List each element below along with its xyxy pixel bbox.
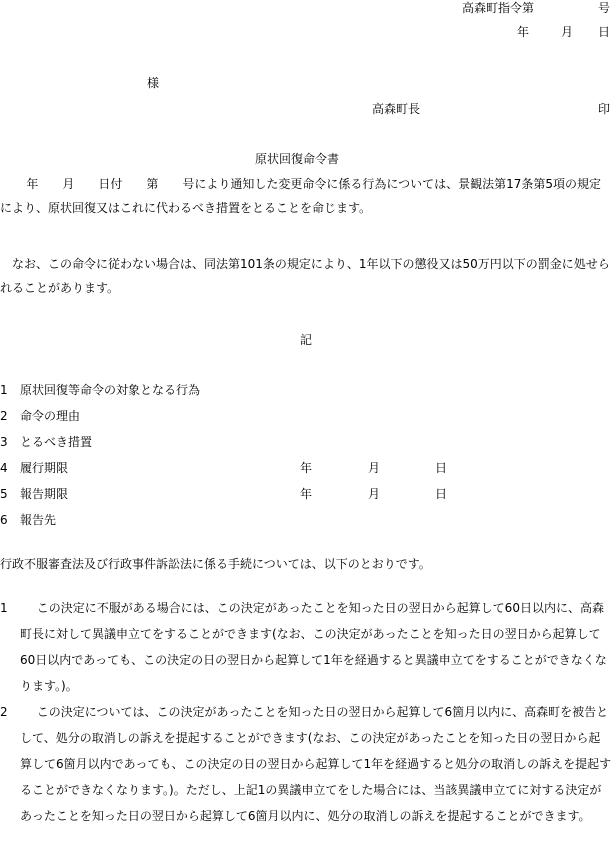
procedure-text: この決定に不服がある場合には、この決定があったことを知った日の翌日から起算して60日以内に、高森町長に対して異議申立てをすることができます(なお、この決定があったことを知った日の翌日から起算して60日以内であっても、この決定の日の翌日から起算して1年を経過すると異議申立てをすることができなくなります。)。: [20, 601, 607, 693]
date-year: 年: [517, 25, 530, 39]
list-item-2: [0, 408, 80, 424]
list-item-label: とるべき措置: [20, 435, 93, 449]
seal-mark: 印: [598, 102, 611, 116]
performance-deadline-year: 年: [300, 461, 313, 475]
report-deadline-month: 月: [368, 487, 381, 501]
list-item-number: 2: [0, 409, 8, 423]
performance-deadline-day: 日: [435, 461, 448, 475]
performance-deadline-month: 月: [368, 461, 381, 475]
date-month: 月: [561, 25, 574, 39]
list-item-number: 1: [0, 383, 8, 397]
document-title: 原状回復命令書: [255, 152, 340, 166]
list-item-1: [0, 382, 200, 398]
issuer-name: 高森町長: [372, 102, 421, 116]
report-deadline-day: 日: [435, 487, 448, 501]
list-item-label: 報告期限: [20, 487, 69, 501]
list-item-label: 原状回復等命令の対象となる行為: [20, 383, 201, 397]
ki-heading: 記: [300, 333, 313, 347]
document-number-prefix: 高森町指令第: [462, 1, 535, 15]
report-deadline-year: 年: [300, 487, 313, 501]
list-item-label: 報告先: [20, 513, 57, 527]
list-item-label: 履行期限: [20, 461, 69, 475]
list-item-number: 6: [0, 513, 8, 527]
body-paragraph-penalty: なお、この命令に従わない場合は、同法第101条の規定により、1年以下の懲役又は50万円以下の罰金に処せられることがあります。: [0, 257, 610, 295]
list-item-5: [0, 486, 68, 502]
addressee-suffix: 様: [147, 76, 160, 90]
list-item-4: [0, 460, 68, 476]
procedure-number: 2: [0, 705, 8, 719]
list-item-6: [0, 512, 56, 528]
list-item-number: 5: [0, 487, 8, 501]
body-paragraph-order: 年 月 日付 第 号により通知した変更命令に係る行為については、景観法第17条第5項の規定により、原状回復又はこれに代わるべき措置をとることを命じます。: [0, 177, 602, 215]
procedure-item-2: [0, 699, 612, 868]
list-item-number: 3: [0, 435, 8, 449]
list-item-3: [0, 434, 92, 450]
procedure-text: この決定については、この決定があったことを知った日の翌日から起算して6箇月以内に、高森町を被告として、処分の取消しの訴えを提起することができます(なお、この決定があったことを知った日の翌日から起算して6箇月以内であっても、この決定の日の翌日から起算して1年を経過すると処分の取消しの訴えを提起することができなくなります。)。ただし、上記1の異議申立てをした場合には、当該異議申立てに対する決定があったことを知った日の翌日から起算して6箇月以内に、処分の取消しの訴えを提起することができます。: [20, 705, 612, 823]
document-number-suffix: 号: [598, 1, 611, 15]
procedure-number: 1: [0, 601, 8, 615]
procedure-item-1: [0, 595, 612, 699]
date-day: 日: [598, 25, 611, 39]
list-item-number: 4: [0, 461, 8, 475]
list-item-label: 命令の理由: [20, 409, 81, 423]
procedures-intro: 行政不服審査法及び行政事件訴訟法に係る手続については、以下のとおりです。: [0, 557, 431, 571]
